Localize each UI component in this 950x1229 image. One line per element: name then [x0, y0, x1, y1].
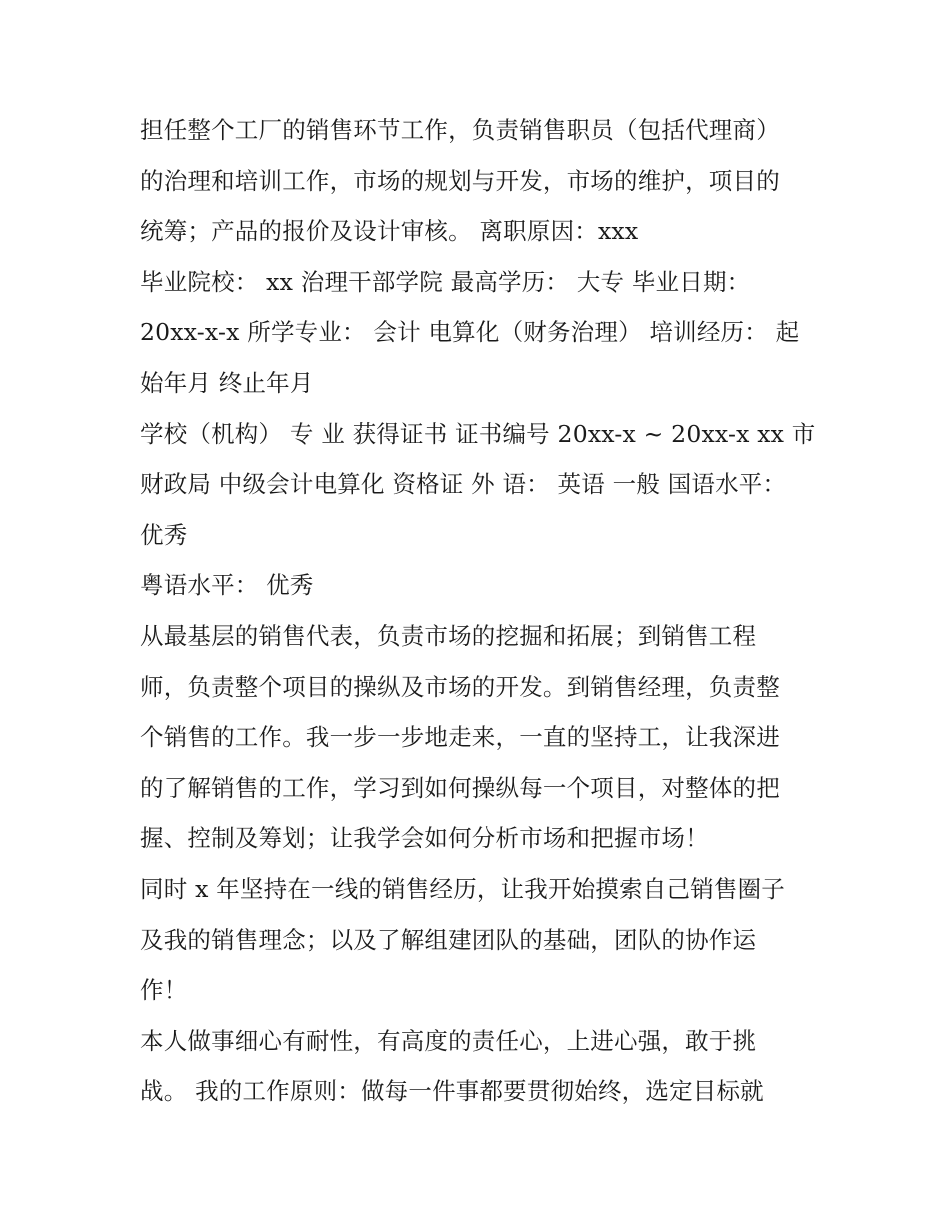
text-line: 及我的销售理念；以及了解组建团队的基础，团队的协作运 [140, 925, 757, 954]
text-line: 始年月 终止年月 [140, 368, 314, 397]
text-line: 粤语水平： 优秀 [140, 571, 314, 600]
text-line: 统筹；产品的报价及设计审核。 离职原因：xxx [140, 217, 639, 246]
document-body [140, 105, 820, 1117]
text-line: 战。 我的工作原则：做每一件事都要贯彻始终，选定目标就 [140, 1077, 764, 1106]
text-line: 从最基层的销售代表，负责市场的挖掘和拓展；到销售工程 [140, 621, 757, 650]
text-line: 作！ [140, 976, 188, 1005]
text-line: 学校（机构） 专 业 获得证书 证书编号 20xx-x ~ 20xx-x xx 市 [140, 419, 816, 448]
text-line: 优秀 [140, 520, 188, 549]
text-line: 同时 x 年坚持在一线的销售经历，让我开始摸索自己销售圈子 [140, 874, 785, 903]
text-line: 握、控制及筹划；让我学会如何分析市场和把握市场！ [140, 824, 709, 853]
text-line: 师，负责整个项目的操纵及市场的开发。到销售经理，负责整 [140, 672, 780, 701]
text-line: 的治理和培训工作，市场的规划与开发，市场的维护，项目的 [140, 166, 780, 195]
text-line: 20xx-x-x 所学专业： 会计 电算化（财务治理） 培训经历： 起 [140, 318, 800, 347]
text-line: 本人做事细心有耐性，有高度的责任心，上进心强，敢于挑 [140, 1026, 757, 1055]
text-line: 财政局 中级会计电算化 资格证 外 语： 英语 一般 国语水平： [140, 470, 787, 499]
text-line: 的了解销售的工作，学习到如何操纵每一个项目，对整体的把 [140, 773, 780, 802]
text-line: 毕业院校： xx 治理干部学院 最高学历： 大专 毕业日期： [140, 267, 751, 296]
text-line: 担任整个工厂的销售环节工作，负责销售职员（包括代理商） [140, 116, 780, 144]
text-line: 个销售的工作。我一步一步地走来，一直的坚持工，让我深进 [140, 723, 780, 752]
